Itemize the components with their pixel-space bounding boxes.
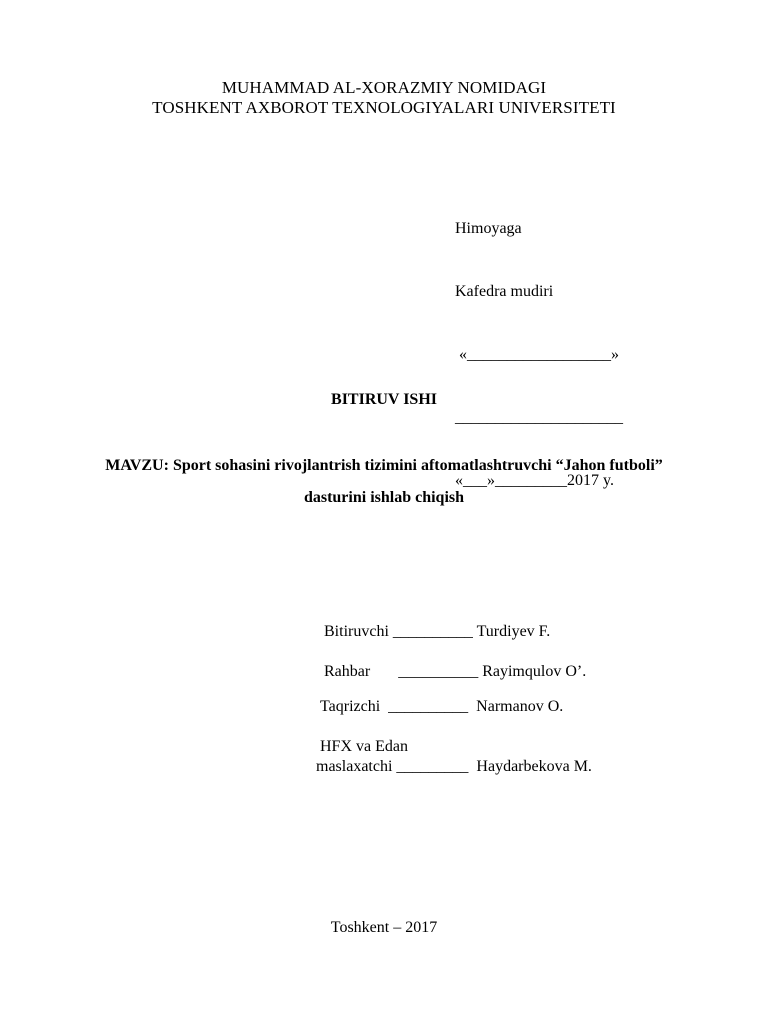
signatory-reviewer: Taqrizchi __________ Narmanov O. bbox=[320, 698, 564, 715]
topic-block bbox=[0, 450, 768, 514]
university-line-1: MUHAMMAD AL-XORAZMIY NOMIDAGI bbox=[221, 78, 547, 97]
signatory-consultant-title: HFX va Edan bbox=[320, 738, 408, 755]
approval-line-5: «___»_________2017 y. bbox=[455, 472, 614, 489]
signatory-consultant: maslaxatchi _________ Haydarbekova M. bbox=[316, 758, 592, 775]
approval-line-1: Himoyaga bbox=[455, 220, 522, 237]
signatory-supervisor: Rahbar __________ Rayimqulov O’. bbox=[324, 663, 587, 680]
work-type-title: BITIRUV ISHI bbox=[331, 391, 437, 408]
topic-text: Sport sohasini rivojlantrish tizimini aftomatlashtruvchi “Jahon futboli” dasturini ishlab chiqish bbox=[168, 457, 663, 506]
approval-line-3: «__________________» bbox=[455, 346, 619, 363]
university-line-2: TOSHKENT AXBOROT TEXNOLOGIYALARI UNIVERSITETI bbox=[152, 98, 616, 117]
approval-line-2: Kafedra mudiri bbox=[455, 283, 554, 300]
footer-city-year: Toshkent – 2017 bbox=[330, 919, 438, 936]
signatory-graduate: Bitiruvchi __________ Turdiyev F. bbox=[324, 623, 551, 640]
university-header bbox=[0, 78, 768, 118]
topic-label: MAVZU: bbox=[105, 457, 169, 474]
approval-line-4: _____________________ bbox=[455, 409, 623, 426]
